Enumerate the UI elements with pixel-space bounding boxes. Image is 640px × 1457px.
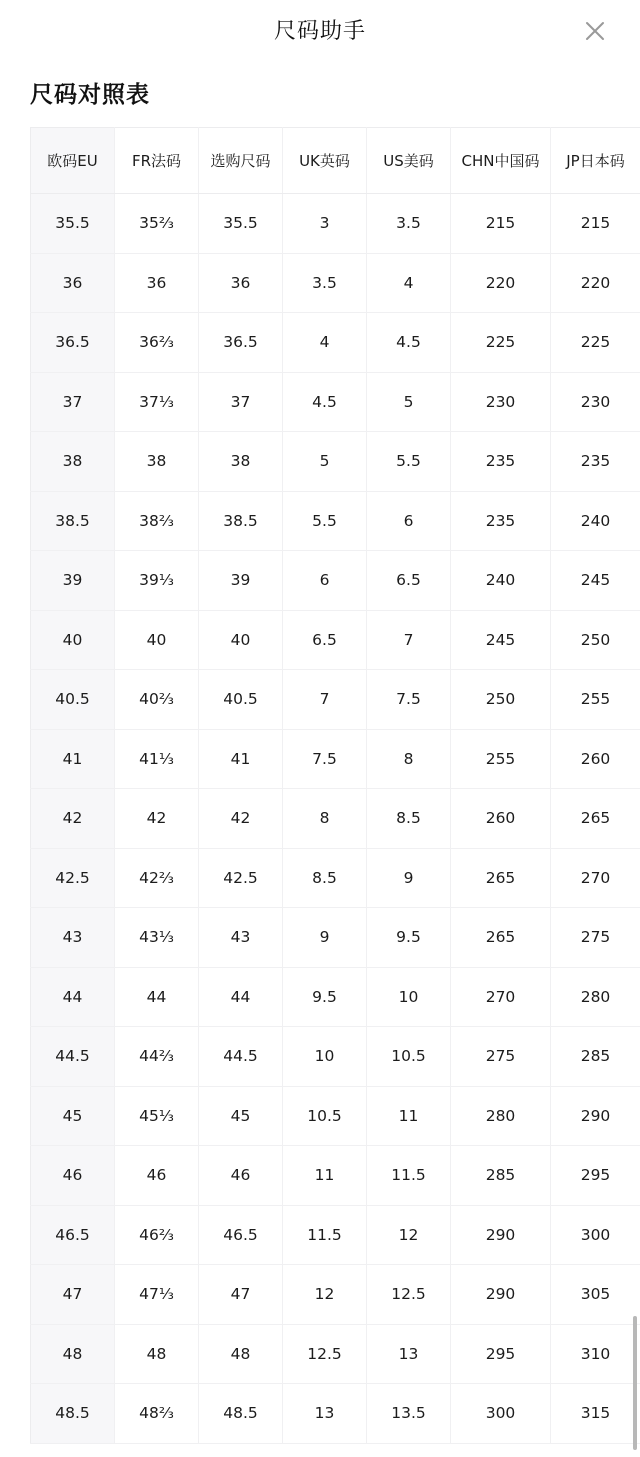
table-header-row [31,128,640,194]
table-cell: 225 [451,313,551,373]
table-cell: 35.5 [31,194,115,254]
table-row [31,848,640,908]
table-cell: 44⅔ [115,1027,199,1087]
table-row [31,610,640,670]
table-cell: 240 [451,551,551,611]
table-cell: 11 [367,1086,451,1146]
table-cell: 8.5 [283,848,367,908]
section-title: 尺码对照表 [30,82,150,108]
table-cell: 270 [551,848,640,908]
table-cell: 215 [451,194,551,254]
table-cell: 250 [551,610,640,670]
table-cell: 290 [451,1265,551,1325]
table-cell: 280 [551,967,640,1027]
table-cell: 42 [115,789,199,849]
table-row [31,491,640,551]
table-cell: 240 [551,491,640,551]
table-cell: 13.5 [367,1384,451,1444]
table-cell: 3.5 [283,253,367,313]
table-cell: 40.5 [31,670,115,730]
table-cell: 40 [115,610,199,670]
table-cell: 47 [31,1265,115,1325]
table-cell: 5.5 [283,491,367,551]
table-cell: 7 [367,610,451,670]
table-cell: 260 [451,789,551,849]
table-body [31,194,640,1444]
close-button[interactable] [580,16,610,46]
table-cell: 40 [199,610,283,670]
table-cell: 235 [551,432,640,492]
table-cell: 12 [283,1265,367,1325]
modal-header [0,0,640,62]
table-cell: 43⅓ [115,908,199,968]
table-cell: 3 [283,194,367,254]
table-cell: 4 [283,313,367,373]
table-cell: 5.5 [367,432,451,492]
table-cell: 45 [199,1086,283,1146]
table-row [31,551,640,611]
scrollbar[interactable] [633,1316,637,1450]
table-cell: 265 [451,908,551,968]
table-cell: 48.5 [31,1384,115,1444]
table-cell: 295 [451,1324,551,1384]
column-header: JP日本码 [551,128,640,194]
table-row [31,670,640,730]
table-cell: 235 [451,432,551,492]
table-cell: 9 [283,908,367,968]
table-cell: 9.5 [283,967,367,1027]
table-cell: 7.5 [367,670,451,730]
table-cell: 35.5 [199,194,283,254]
table-cell: 290 [551,1086,640,1146]
table-cell: 290 [451,1205,551,1265]
table-row [31,372,640,432]
table-cell: 6 [283,551,367,611]
column-header: FR法码 [115,128,199,194]
table-cell: 13 [367,1324,451,1384]
table-cell: 48 [31,1324,115,1384]
table-cell: 250 [451,670,551,730]
table-cell: 38.5 [31,491,115,551]
table-cell: 48⅔ [115,1384,199,1444]
table-cell: 45 [31,1086,115,1146]
table-cell: 12.5 [283,1324,367,1384]
table-cell: 260 [551,729,640,789]
table-cell: 235 [451,491,551,551]
table-cell: 36 [31,253,115,313]
table-cell: 44 [199,967,283,1027]
table-cell: 215 [551,194,640,254]
table-cell: 315 [551,1384,640,1444]
table-cell: 12 [367,1205,451,1265]
table-row [31,1205,640,1265]
table-cell: 245 [551,551,640,611]
table-row [31,432,640,492]
table-cell: 7 [283,670,367,730]
table-cell: 230 [451,372,551,432]
table-cell: 275 [451,1027,551,1087]
table-cell: 37 [199,372,283,432]
table-cell: 38 [115,432,199,492]
table-cell: 265 [551,789,640,849]
table-cell: 46 [31,1146,115,1206]
table-cell: 42.5 [199,848,283,908]
table-cell: 220 [451,253,551,313]
table-cell: 46 [115,1146,199,1206]
table-cell: 5 [283,432,367,492]
table-cell: 6.5 [367,551,451,611]
table-cell: 300 [451,1384,551,1444]
table-cell: 285 [551,1027,640,1087]
table-cell: 38 [199,432,283,492]
table-cell: 36⅔ [115,313,199,373]
table-cell: 36.5 [31,313,115,373]
table-cell: 225 [551,313,640,373]
table-row [31,1384,640,1444]
column-header: CHN中国码 [451,128,551,194]
close-icon [580,16,610,46]
table-cell: 36 [199,253,283,313]
column-header: 欧码EU [31,128,115,194]
table-cell: 7.5 [283,729,367,789]
table-row [31,967,640,1027]
table-cell: 40⅔ [115,670,199,730]
table-cell: 4.5 [283,372,367,432]
table-cell: 12.5 [367,1265,451,1325]
table-cell: 8 [367,729,451,789]
table-cell: 42.5 [31,848,115,908]
table-cell: 10 [367,967,451,1027]
table-cell: 40.5 [199,670,283,730]
table-row [31,1146,640,1206]
table-row [31,194,640,254]
table-cell: 5 [367,372,451,432]
table-row [31,1086,640,1146]
table-cell: 39 [31,551,115,611]
table-row [31,1265,640,1325]
table-cell: 45⅓ [115,1086,199,1146]
table-row [31,253,640,313]
table-cell: 44.5 [199,1027,283,1087]
table-cell: 4 [367,253,451,313]
table-cell: 38⅔ [115,491,199,551]
table-cell: 38 [31,432,115,492]
table-cell: 295 [551,1146,640,1206]
size-chart-table [30,127,640,1444]
table-cell: 48 [115,1324,199,1384]
table-cell: 47 [199,1265,283,1325]
table-cell: 44 [115,967,199,1027]
table-cell: 35⅔ [115,194,199,254]
table-cell: 280 [451,1086,551,1146]
table-cell: 43 [31,908,115,968]
table-cell: 13 [283,1384,367,1444]
column-header: 选购尺码 [199,128,283,194]
table-cell: 46⅔ [115,1205,199,1265]
table-cell: 37 [31,372,115,432]
table-cell: 9 [367,848,451,908]
table-cell: 230 [551,372,640,432]
table-cell: 10.5 [283,1086,367,1146]
table-cell: 42 [199,789,283,849]
table-cell: 6.5 [283,610,367,670]
table-cell: 44.5 [31,1027,115,1087]
table-cell: 9.5 [367,908,451,968]
table-cell: 41 [199,729,283,789]
table-row [31,729,640,789]
table-cell: 300 [551,1205,640,1265]
table-cell: 44 [31,967,115,1027]
table-cell: 8 [283,789,367,849]
table-cell: 11.5 [367,1146,451,1206]
table-cell: 270 [451,967,551,1027]
table-cell: 38.5 [199,491,283,551]
table-cell: 310 [551,1324,640,1384]
table-cell: 47⅓ [115,1265,199,1325]
size-table-container [30,127,640,1444]
table-cell: 42⅔ [115,848,199,908]
table-cell: 285 [451,1146,551,1206]
table-cell: 48 [199,1324,283,1384]
table-row [31,313,640,373]
table-cell: 3.5 [367,194,451,254]
table-cell: 245 [451,610,551,670]
table-row [31,908,640,968]
table-cell: 36.5 [199,313,283,373]
table-row [31,789,640,849]
table-cell: 10.5 [367,1027,451,1087]
table-cell: 265 [451,848,551,908]
table-cell: 220 [551,253,640,313]
table-cell: 10 [283,1027,367,1087]
table-cell: 255 [451,729,551,789]
column-header: UK英码 [283,128,367,194]
table-cell: 39⅓ [115,551,199,611]
table-cell: 11.5 [283,1205,367,1265]
table-cell: 4.5 [367,313,451,373]
table-row [31,1324,640,1384]
page-title: 尺码助手 [273,19,366,44]
table-cell: 41⅓ [115,729,199,789]
table-cell: 275 [551,908,640,968]
table-cell: 43 [199,908,283,968]
table-cell: 40 [31,610,115,670]
table-cell: 42 [31,789,115,849]
table-cell: 41 [31,729,115,789]
table-cell: 46.5 [31,1205,115,1265]
table-cell: 305 [551,1265,640,1325]
table-cell: 255 [551,670,640,730]
table-row [31,1027,640,1087]
table-cell: 11 [283,1146,367,1206]
table-cell: 48.5 [199,1384,283,1444]
table-cell: 8.5 [367,789,451,849]
table-cell: 37⅓ [115,372,199,432]
table-cell: 36 [115,253,199,313]
table-cell: 6 [367,491,451,551]
table-cell: 46.5 [199,1205,283,1265]
table-cell: 46 [199,1146,283,1206]
column-header: US美码 [367,128,451,194]
table-cell: 39 [199,551,283,611]
